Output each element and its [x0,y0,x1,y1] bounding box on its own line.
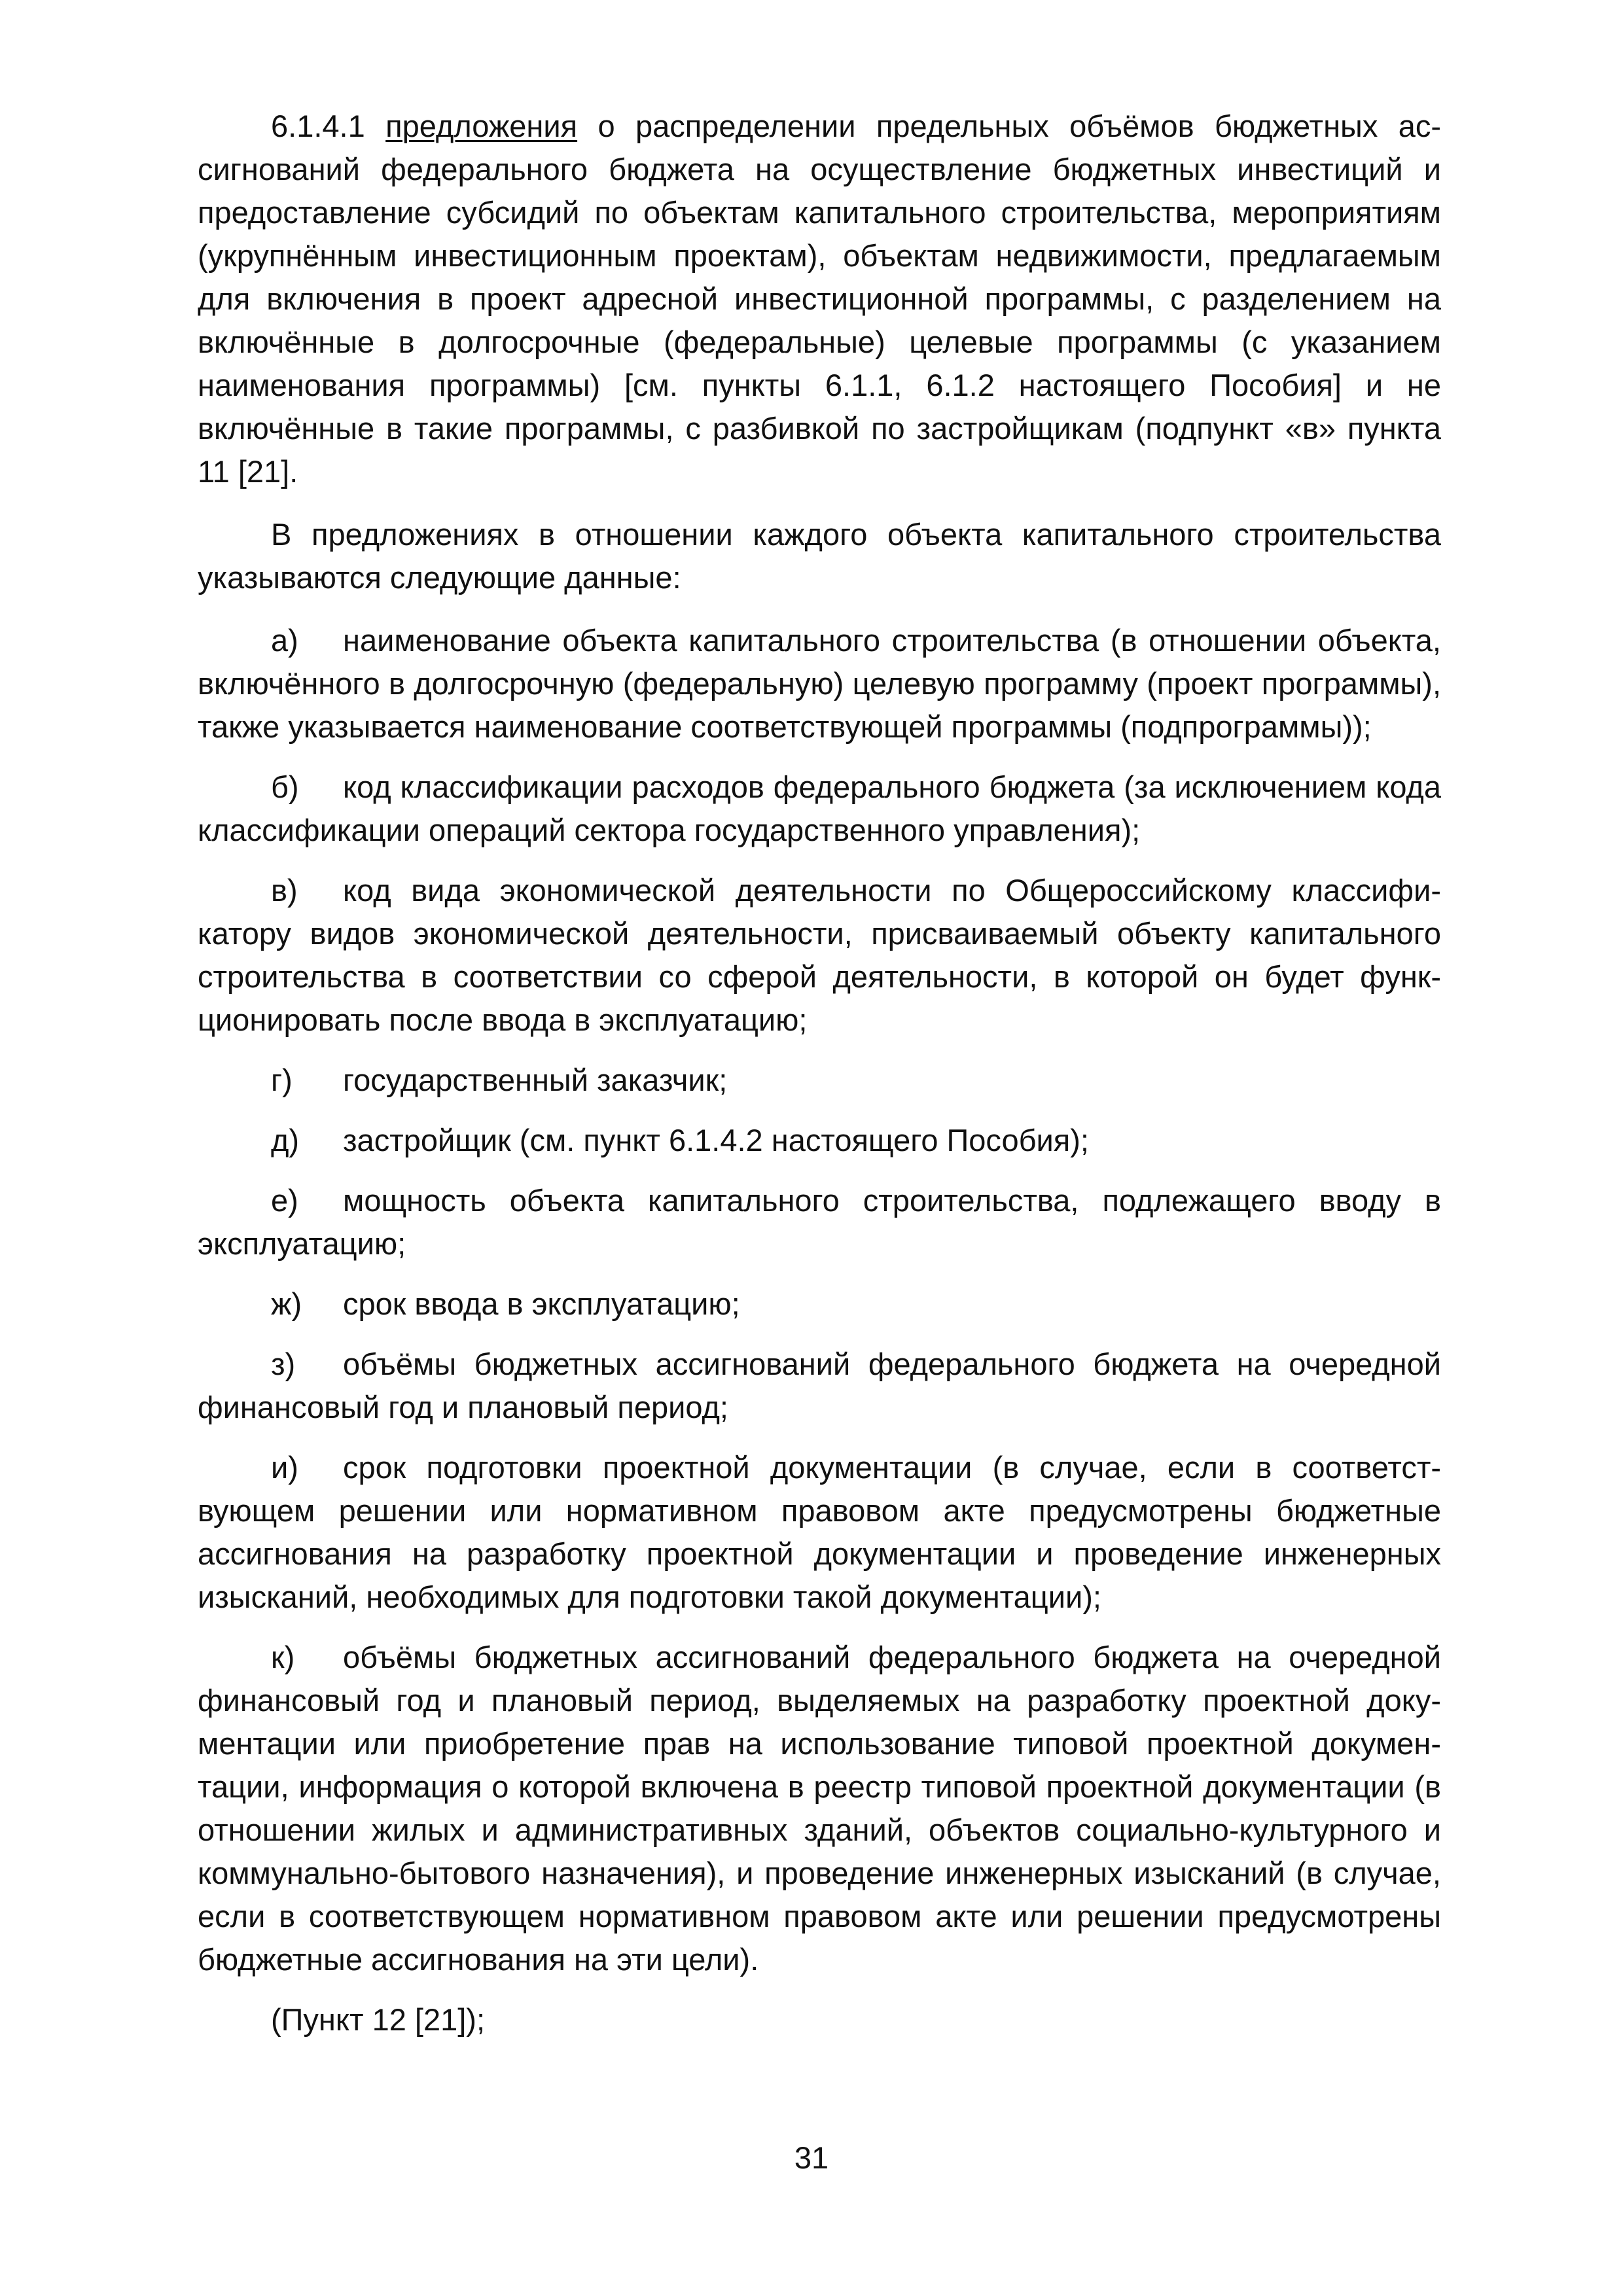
list-marker: в) [271,873,298,908]
list-item-text: код классификации расходов федерального бюджета (за исключением кода классификации операций сектора государственного управления); [198,769,1441,847]
closing-reference: (Пункт 12 [21]); [271,2002,486,2037]
list-item-text: срок подготовки проектной документации (в случае, если в соответствующем решении или нормативном правовом акте предусмотрены бюджетные ассигнования на разработку проектной документации и проведение инженерных изысканий, необходимых для подготовки такой документации); [198,1450,1441,1614]
list-item-text: государственный заказчик; [343,1063,728,1097]
list-item-text: объёмы бюджетных ассигнований федерального бюджета на очередной финансовый год и плановый период, выделяемых на разработку проектной документации или приобретение прав на использование типовой проектной документации, информация о которой включена в реестр типовой проектной документации (в отношении жилых и административных зданий, объектов социально-культурного и коммунально-бытового назначения), и проведение инженерных изысканий (в случае, если в соответствующем нормативном правовом акте или решении предусмотрены бюджетные ассигнования на эти цели). [198,1640,1441,1977]
list-marker: к) [271,1640,295,1674]
lead-paragraph: В предложениях в отношении каждого объекта капитального строительства указываются следующие данные: [198,517,1441,595]
list-item [198,1446,1441,1619]
list-item [198,1636,1441,1981]
list-item [198,1282,1441,1326]
list-item-text: наименование объекта капитального строительства (в отношении объекта, включённого в долгосрочную (федеральную) целевую программу (проект программы), также указывается наименование соответствующей программы (подпрограммы)); [198,623,1441,744]
list-item-text: код вида экономической деятельности по Общероссийскому классификатору видов экономической деятельности, присваиваемый объекту капитального строительства в соответствии со сферой деятельности, в которой он будет функционировать после ввода в эксплуатацию; [198,873,1441,1037]
list-item [198,1059,1441,1102]
list-marker: е) [271,1183,298,1218]
document-body [198,105,1441,2061]
list-marker: з) [271,1347,296,1381]
section-number: 6.1.4.1 [271,109,365,143]
list-item [198,619,1441,749]
intro-paragraph [198,105,1441,493]
list-item [198,766,1441,852]
list-item [198,1343,1441,1429]
list-marker: ж) [271,1286,302,1321]
list-marker: а) [271,623,298,658]
list-item [198,1179,1441,1265]
list-item [198,869,1441,1042]
list-item-text: мощность объекта капитального строительства, подлежащего вводу в эксплуатацию; [198,1183,1441,1261]
page-number: 31 [794,2140,829,2175]
list-item [198,1119,1441,1162]
section-keyword: предложения [385,109,578,143]
list-marker: д) [271,1123,300,1157]
intro-text: о распределении предельных объёмов бюджетных ассигнований федерального бюджета на осуществление бюджетных инвестиций и предоставление субсидий по объектам капитального строительства, мероприятиям (укрупнённым инвестиционным проектам), объектам недвижимости, предлагаемым для включения в проект адресной инвестиционной программы, с разделением на включённые в долгосрочные (федеральные) целевые программы (с указанием наименования программы) [см. пункты 6.1.1, 6.1.2 настоящего Пособия] и не включённые в такие программы, с разбивкой по застройщикам (подпункт «в» пункта 11 [21]. [198,109,1442,489]
list-marker: г) [271,1063,293,1097]
list-item-text: застройщик (см. пункт 6.1.4.2 настоящего Пособия); [343,1123,1089,1157]
list-item-text: срок ввода в эксплуатацию; [343,1286,740,1321]
list-marker: и) [271,1450,298,1485]
list-marker: б) [271,769,299,804]
list-item-text: объёмы бюджетных ассигнований федерального бюджета на очередной финансовый год и плановый период; [198,1347,1441,1424]
